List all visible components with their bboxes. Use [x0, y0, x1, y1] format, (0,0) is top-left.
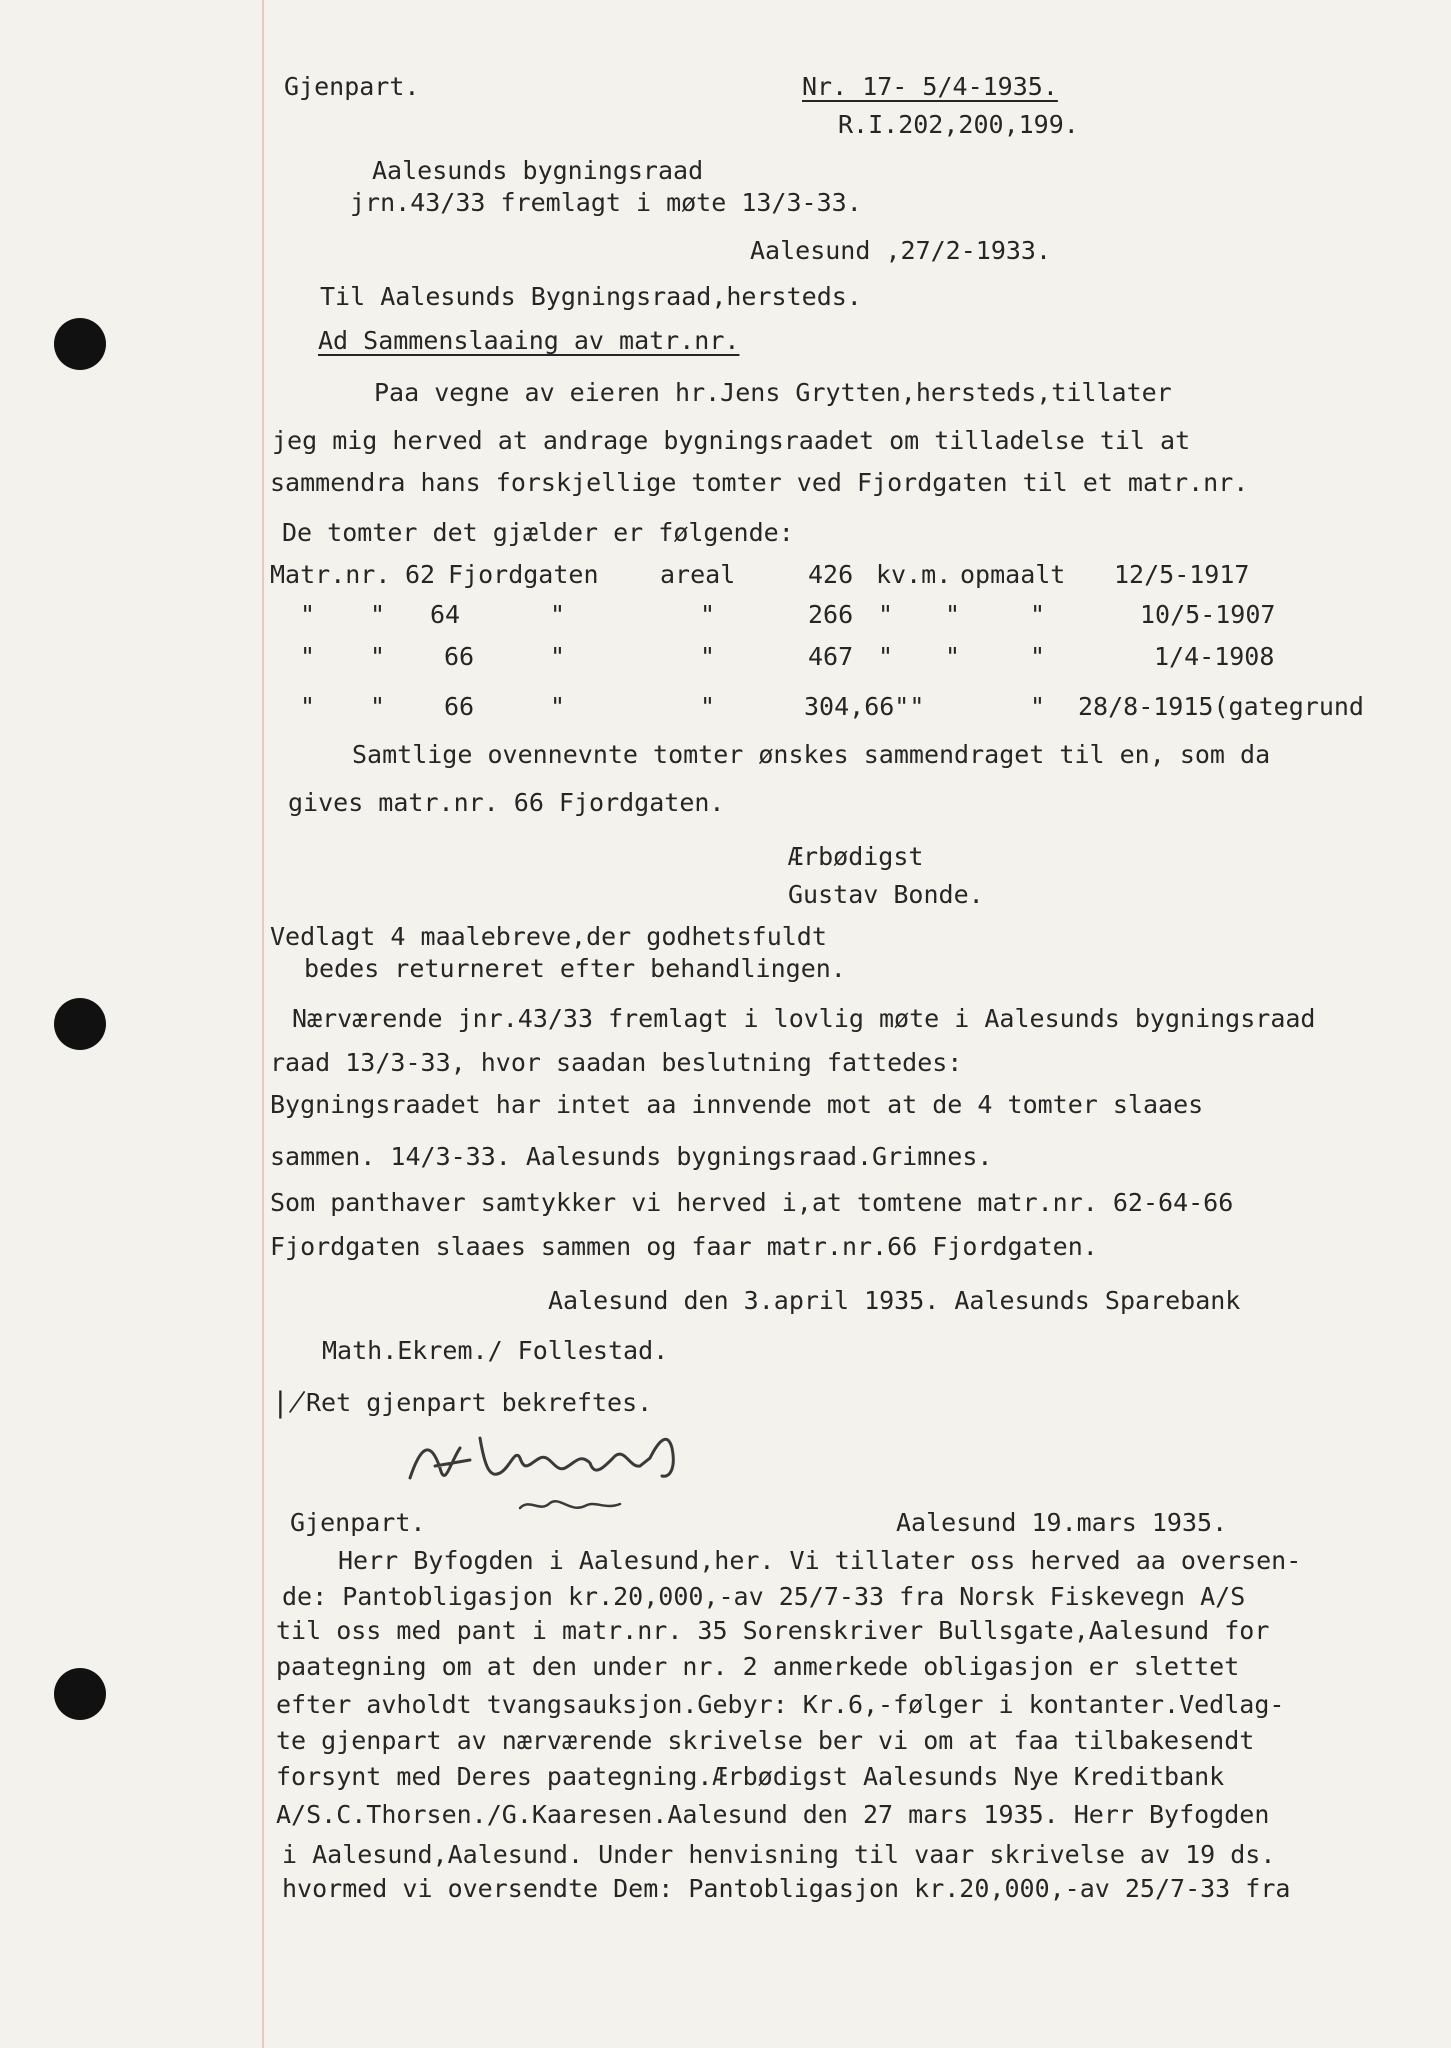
binder-hole-top — [54, 318, 106, 370]
binder-hole-bottom — [54, 1668, 106, 1720]
plot-row-3-ditto-3: " — [550, 642, 566, 671]
enclosure-line-2: bedes returneret efter behandlingen. — [304, 954, 846, 983]
plot-row-4-number: 66 — [444, 692, 475, 721]
decision-line-4: sammen. 14/3-33. Aalesunds bygningsraad.Grimnes. — [270, 1142, 993, 1171]
plot-row-1-label: Matr.nr. — [270, 560, 391, 589]
binder-hole-middle — [54, 998, 106, 1050]
letter-line-6: te gjenpart av nærværende skrivelse ber vi om at faa tilbakesendt — [276, 1726, 1255, 1755]
plot-row-1-number: 62 — [405, 560, 436, 589]
plot-row-3-ditto-2: " — [370, 642, 386, 671]
plot-row-1-date: 12/5-1917 — [1114, 560, 1250, 589]
body-line-4: De tomter det gjælder er følgende: — [282, 518, 794, 547]
signer-name: Gustav Bonde. — [788, 880, 984, 909]
letter-line-9: i Aalesund,Aalesund. Under henvisning til vaar skrivelse av 19 ds. — [282, 1840, 1276, 1869]
plot-row-1-unit: kv.m. — [876, 560, 952, 589]
plot-row-3-ditto-5: " — [878, 642, 894, 671]
certification-line: Ret gjenpart bekreftes. — [306, 1388, 653, 1417]
plot-row-1-areal: areal — [660, 560, 736, 589]
plot-row-4-ditto-3: " — [550, 692, 566, 721]
plot-row-2-ditto-4: " — [700, 600, 716, 629]
plot-row-2-size: 266 — [808, 600, 854, 629]
letter-line-1: Herr Byfogden i Aalesund,her. Vi tillater oss herved aa oversen- — [338, 1546, 1302, 1575]
decision-line-3: Bygningsraadet har intet aa innvende mot at de 4 tomter slaaes — [270, 1090, 1204, 1119]
second-copy-label: Gjenpart. — [290, 1508, 426, 1537]
plot-row-4-date: 28/8-1915(gategrund — [1078, 692, 1364, 721]
decision-line-1: Nærværende jnr.43/33 fremlagt i lovlig møte i Aalesunds bygningsraad — [292, 1004, 1316, 1033]
letter-line-3: til oss med pant i matr.nr. 35 Sorenskriver Bullsgate,Aalesund for — [276, 1616, 1270, 1645]
letter-line-10: hvormed vi oversendte Dem: Pantobligasjon kr.20,000,-av 25/7-33 fra — [282, 1874, 1291, 1903]
margin-rule — [262, 0, 264, 2048]
conclusion-line-1: Samtlige ovennevnte tomter ønskes sammendraget til en, som da — [352, 740, 1271, 769]
letter-line-8: A/S.C.Thorsen./G.Kaaresen.Aalesund den 27 mars 1935. Herr Byfogden — [276, 1800, 1270, 1829]
plot-row-3-size: 467 — [808, 642, 854, 671]
recipient-line-1: Aalesunds bygningsraad — [372, 156, 704, 185]
decision-line-6: Fjordgaten slaaes sammen og faar matr.nr.66 Fjordgaten. — [270, 1232, 1098, 1261]
plot-row-3-ditto-4: " — [700, 642, 716, 671]
plot-row-2-number: 64 — [430, 600, 461, 629]
plot-row-4-ditto-2: " — [370, 692, 386, 721]
bank-consent-line: Aalesund den 3.april 1935. Aalesunds Sparebank — [548, 1286, 1241, 1315]
letter-line-2: de: Pantobligasjon kr.20,000,-av 25/7-33 fra Norsk Fiskevegn A/S — [282, 1582, 1246, 1611]
decision-line-2: raad 13/3-33, hvor saadan beslutning fattedes: — [270, 1048, 963, 1077]
addressee: Til Aalesunds Bygningsraad,hersteds. — [320, 282, 862, 311]
plot-row-4-ditto-1: " — [300, 692, 316, 721]
plot-row-4-size: 304,66"" — [804, 692, 925, 721]
register-index: R.I.202,200,199. — [838, 110, 1079, 139]
body-line-3: sammendra hans forskjellige tomter ved Fjordgaten til et matr.nr. — [270, 468, 1249, 497]
body-line-2: jeg mig herved at andrage bygningsraadet om tilladelse til at — [272, 426, 1191, 455]
handwritten-signature — [400, 1418, 760, 1528]
plot-row-3-date: 1/4-1908 — [1154, 642, 1275, 671]
plot-row-3-number: 66 — [444, 642, 475, 671]
plot-row-3-ditto-7: " — [1030, 642, 1046, 671]
plot-row-2-ditto-7: " — [1030, 600, 1046, 629]
letter-line-5: efter avholdt tvangsauksjon.Gebyr: Kr.6,-følger i kontanter.Vedlag- — [276, 1690, 1285, 1719]
decision-line-5: Som panthaver samtykker vi herved i,at tomtene matr.nr. 62-64-66 — [270, 1188, 1234, 1217]
recipient-line-2: jrn.43/33 fremlagt i møte 13/3-33. — [350, 188, 862, 217]
plot-row-2-ditto-2: " — [370, 600, 386, 629]
plot-row-2-ditto-3: " — [550, 600, 566, 629]
plot-row-3-ditto-6: " — [945, 642, 961, 671]
margin-mark: ∤ — [272, 1386, 306, 1419]
plot-row-3-ditto-1: " — [300, 642, 316, 671]
letter-line-7: forsynt med Deres paategning.Ærbødigst Aalesunds Nye Kreditbank — [276, 1762, 1225, 1791]
letter-line-4: paategning om at den under nr. 2 anmerkede obligasjon er slettet — [276, 1652, 1240, 1681]
bank-signers: Math.Ekrem./ Follestad. — [322, 1336, 669, 1365]
plot-row-2-ditto-6: " — [945, 600, 961, 629]
plot-row-2-ditto-5: " — [878, 600, 894, 629]
copy-label: Gjenpart. — [284, 72, 420, 101]
closing-phrase: Ærbødigst — [788, 842, 924, 871]
second-copy-place-date: Aalesund 19.mars 1935. — [896, 1508, 1228, 1537]
enclosure-line-1: Vedlagt 4 maalebreve,der godhetsfuldt — [270, 922, 827, 951]
plot-row-2-date: 10/5-1907 — [1140, 600, 1276, 629]
subject-line: Ad Sammenslaaing av matr.nr. — [318, 326, 740, 355]
plot-row-4-ditto-4: " — [700, 692, 716, 721]
body-line-1: Paa vegne av eieren hr.Jens Grytten,hersteds,tillater — [374, 378, 1172, 407]
plot-row-1-street: Fjordgaten — [448, 560, 599, 589]
plot-row-4-ditto-5: " — [1030, 692, 1046, 721]
plot-row-1-size: 426 — [808, 560, 854, 589]
conclusion-line-2: gives matr.nr. 66 Fjordgaten. — [288, 788, 725, 817]
plot-row-1-surveyed: opmaalt — [960, 560, 1066, 589]
place-date: Aalesund ,27/2-1933. — [750, 236, 1052, 265]
reference-number: Nr. 17- 5/4-1935. — [802, 72, 1058, 101]
plot-row-2-ditto-1: " — [300, 600, 316, 629]
